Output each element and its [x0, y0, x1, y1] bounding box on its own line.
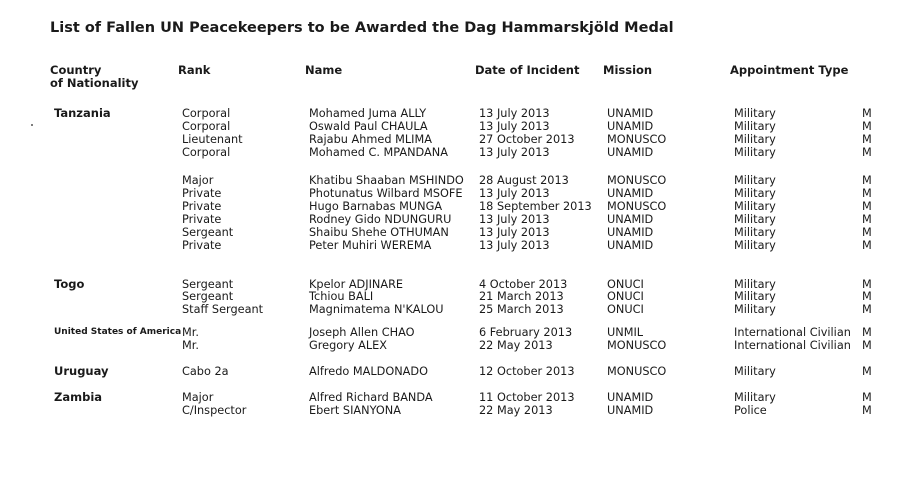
row-appointment: Military	[734, 391, 776, 404]
row-name: Mohamed Juma ALLY	[309, 107, 427, 120]
row-gender: M	[862, 239, 872, 252]
row-gender: M	[862, 146, 872, 159]
row-mission: UNAMID	[607, 391, 654, 404]
stray-dot	[31, 124, 33, 126]
row-mission: MONUSCO	[607, 339, 667, 352]
row-appointment: Police	[734, 404, 767, 417]
row-gender: M	[862, 404, 872, 417]
row-name: Khatibu Shaaban MSHINDO	[309, 174, 464, 187]
row-gender: M	[862, 226, 872, 239]
row-name: Shaibu Shehe OTHUMAN	[309, 226, 449, 239]
row-name: Joseph Allen CHAO	[309, 326, 415, 339]
row-mission: MONUSCO	[607, 174, 667, 187]
row-rank: Staff Sergeant	[182, 303, 264, 316]
row-gender: M	[862, 365, 872, 378]
row-appointment: Military	[734, 120, 776, 133]
row-date: 13 July 2013	[479, 107, 550, 120]
row-date: 13 July 2013	[479, 239, 550, 252]
row-appointment: International Civilian	[734, 326, 851, 339]
row-appointment: Military	[734, 303, 776, 316]
row-date: 27 October 2013	[479, 133, 575, 146]
header-country-line2: of Nationality	[50, 76, 139, 90]
row-gender: M	[862, 391, 872, 404]
row-appointment: Military	[734, 278, 776, 291]
row-name: Alfredo MALDONADO	[309, 365, 428, 378]
document-title: List of Fallen UN Peacekeepers to be Awarded the Dag Hammarskjöld Medal	[50, 20, 674, 36]
row-mission: UNAMID	[607, 226, 654, 239]
header-rank: Rank	[178, 63, 211, 77]
row-name: Peter Muhiri WEREMA	[309, 239, 432, 252]
row-gender: M	[862, 200, 872, 213]
row-name: Rodney Gido NDUNGURU	[309, 213, 452, 226]
row-mission: ONUCI	[607, 290, 644, 303]
header-mission: Mission	[603, 63, 653, 77]
row-rank: Private	[182, 213, 222, 226]
row-mission: ONUCI	[607, 303, 644, 316]
row-appointment: Military	[734, 213, 776, 226]
row-rank: Mr.	[182, 326, 199, 339]
row-rank: Corporal	[182, 146, 231, 159]
row-gender: M	[862, 326, 872, 339]
row-mission: MONUSCO	[607, 200, 667, 213]
row-date: 4 October 2013	[479, 278, 568, 291]
row-appointment: Military	[734, 187, 776, 200]
row-name: Photunatus Wilbard MSOFE	[309, 187, 463, 200]
row-rank: Cabo 2a	[182, 365, 229, 378]
row-appointment: Military	[734, 239, 776, 252]
row-rank: Sergeant	[182, 278, 234, 291]
row-date: 21 March 2013	[479, 290, 564, 303]
header-country-line1: Country	[50, 63, 102, 77]
row-appointment: Military	[734, 365, 776, 378]
row-mission: UNAMID	[607, 120, 654, 133]
row-date: 13 July 2013	[479, 213, 550, 226]
row-appointment: Military	[734, 133, 776, 146]
row-date: 25 March 2013	[479, 303, 564, 316]
row-country: Uruguay	[54, 364, 109, 378]
row-mission: UNAMID	[607, 187, 654, 200]
row-name: Kpelor ADJINARE	[309, 278, 404, 291]
row-name: Magnimatema N'KALOU	[309, 303, 444, 316]
row-date: 22 May 2013	[479, 404, 553, 417]
row-appointment: Military	[734, 174, 776, 187]
row-date: 12 October 2013	[479, 365, 575, 378]
header-date: Date of Incident	[475, 63, 580, 77]
row-appointment: Military	[734, 200, 776, 213]
row-country: Tanzania	[54, 106, 111, 120]
row-rank: Corporal	[182, 107, 231, 120]
row-mission: MONUSCO	[607, 365, 667, 378]
row-rank: Major	[182, 174, 214, 187]
row-date: 13 July 2013	[479, 187, 550, 200]
row-gender: M	[862, 290, 872, 303]
row-appointment: Military	[734, 290, 776, 303]
row-name: Alfred Richard BANDA	[309, 391, 433, 404]
row-date: 22 May 2013	[479, 339, 553, 352]
header-name: Name	[305, 63, 343, 77]
row-mission: UNAMID	[607, 213, 654, 226]
row-date: 6 February 2013	[479, 326, 573, 339]
row-country: United States of America	[54, 327, 182, 337]
row-country: Zambia	[54, 390, 103, 404]
row-name: Rajabu Ahmed MLIMA	[309, 133, 432, 146]
row-date: 11 October 2013	[479, 391, 575, 404]
row-rank: Sergeant	[182, 226, 234, 239]
row-name: Gregory ALEX	[309, 339, 388, 352]
row-rank: Sergeant	[182, 290, 234, 303]
header-country	[50, 64, 138, 90]
row-appointment: International Civilian	[734, 339, 851, 352]
row-gender: M	[862, 107, 872, 120]
row-date: 13 July 2013	[479, 120, 550, 133]
row-mission: MONUSCO	[607, 133, 667, 146]
row-name: Ebert SIANYONA	[309, 404, 401, 417]
row-date: 13 July 2013	[479, 226, 550, 239]
row-gender: M	[862, 278, 872, 291]
row-appointment: Military	[734, 146, 776, 159]
row-gender: M	[862, 133, 872, 146]
row-date: 18 September 2013	[479, 200, 592, 213]
row-mission: ONUCI	[607, 278, 644, 291]
row-name: Tchiou BALI	[309, 290, 374, 303]
row-name: Mohamed C. MPANDANA	[309, 146, 448, 159]
row-mission: UNAMID	[607, 146, 654, 159]
row-country: Togo	[54, 277, 85, 291]
row-gender: M	[862, 339, 872, 352]
row-mission: UNMIL	[607, 326, 644, 339]
row-gender: M	[862, 120, 872, 133]
row-rank: Major	[182, 391, 214, 404]
row-appointment: Military	[734, 226, 776, 239]
row-mission: UNAMID	[607, 107, 654, 120]
header-appointment: Appointment Type	[730, 63, 849, 77]
row-gender: M	[862, 174, 872, 187]
row-gender: M	[862, 213, 872, 226]
row-rank: Private	[182, 187, 222, 200]
row-name: Hugo Barnabas MUNGA	[309, 200, 443, 213]
row-mission: UNAMID	[607, 404, 654, 417]
row-date: 28 August 2013	[479, 174, 569, 187]
row-gender: M	[862, 303, 872, 316]
row-rank: Private	[182, 239, 222, 252]
row-name: Oswald Paul CHAULA	[309, 120, 428, 133]
row-rank: Corporal	[182, 120, 231, 133]
row-rank: C/Inspector	[182, 404, 247, 417]
row-rank: Private	[182, 200, 222, 213]
row-rank: Lieutenant	[182, 133, 243, 146]
row-rank: Mr.	[182, 339, 199, 352]
row-appointment: Military	[734, 107, 776, 120]
row-date: 13 July 2013	[479, 146, 550, 159]
row-gender: M	[862, 187, 872, 200]
row-mission: UNAMID	[607, 239, 654, 252]
